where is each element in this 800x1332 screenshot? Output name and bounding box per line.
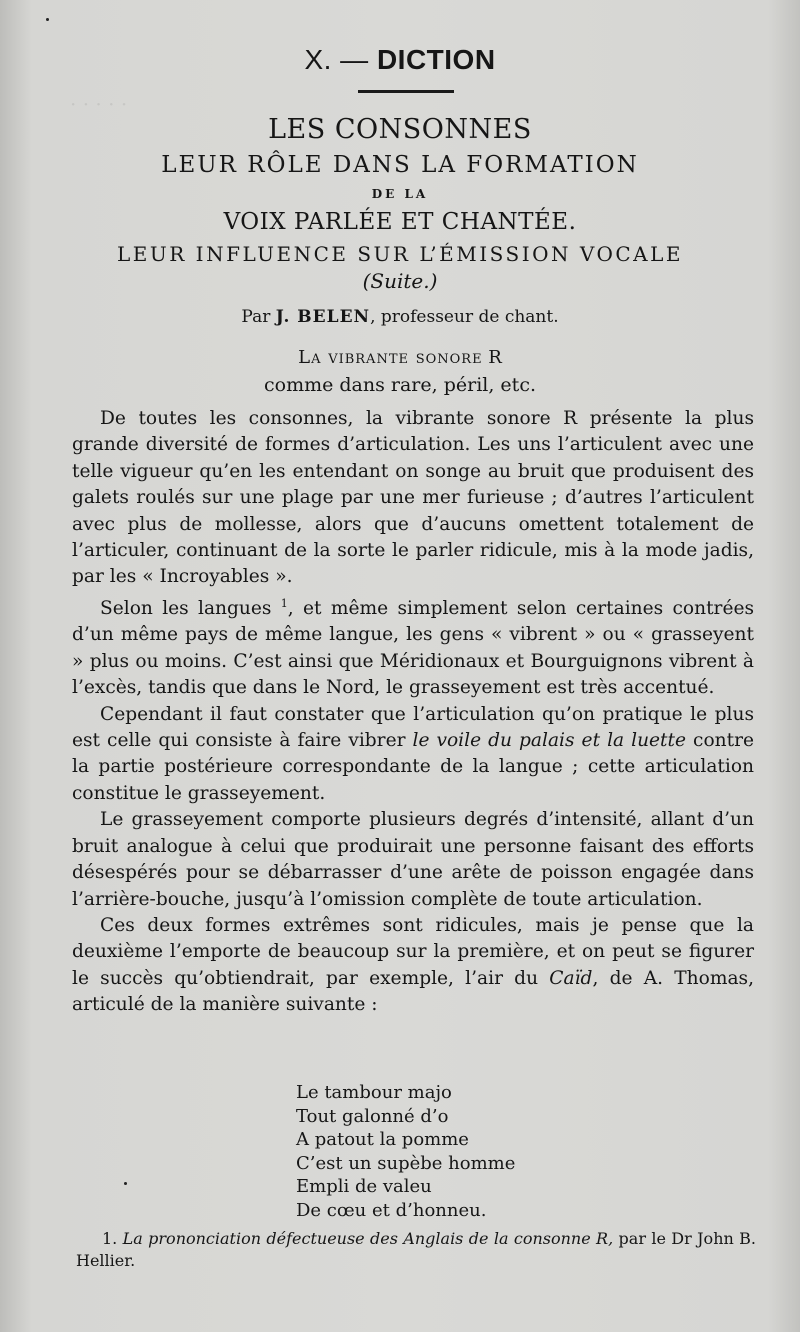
subheading-example: comme dans rare, péril, etc. [263, 374, 536, 396]
speck [124, 1182, 127, 1185]
footnote-number: 1. [102, 1229, 123, 1248]
section-title: DICTION [376, 44, 496, 75]
article-subtitle-4: LEUR INFLUENCE SUR L’ÉMISSION VOCALE [117, 242, 683, 266]
emphasis: le voile du palais et la luette [412, 730, 687, 752]
emphasis: Caïd [549, 967, 593, 989]
paragraph: De toutes les consonnes, la vibrante sonore R présente la plus grande diversité de formes d’articulation. Les uns l’articulent avec une telle vigueur qu’en les entendant on songe au bruit que produisent des galets roulés sur une plage par une mer furieuse ; d’autres l’articulent avec plus de mollesse, alors que d’aucuns omettent totalement de l’articuler, continuant de la sorte le parler ridicule, mis à la mode jadis, par les « Incroyables ». [72, 408, 754, 588]
continuation-note: (Suite.) [362, 269, 438, 293]
verse-line: C’est un supèbe homme [296, 1152, 516, 1174]
author-line [0, 307, 800, 327]
article-subtitle-2: DE LA [371, 187, 429, 201]
verse-line: Tout galonné d’o [296, 1105, 449, 1127]
verse-line: Le tambour majo [296, 1082, 452, 1103]
author-name: J. BELEN [275, 307, 371, 327]
article-subtitle-3: VOIX PARLÉE ET CHANTÉE. [223, 209, 577, 235]
heading-rule [358, 90, 454, 93]
verse-block [296, 1081, 515, 1222]
subheading-label: La vibrante sonore [298, 347, 483, 368]
paragraph: Le grasseyement comporte plusieurs degrés d’intensité, allant d’un bruit analogue à celui que produirait une personne faisant des efforts désespérés pour se débarrasser d’une arête de poisson engagée dans l’arrière-bouche, jusqu’à l’omission complète de toute articulation. [72, 809, 754, 910]
body-text [72, 406, 754, 1019]
speck [46, 18, 49, 21]
footnote-rest: par le Dr John B. Hellier. [76, 1229, 757, 1270]
subheading-letter: R [482, 347, 502, 368]
author-prefix: Par [241, 307, 276, 327]
footnote [76, 1228, 756, 1272]
footnote-title: La prononciation défectueuse des Anglais de la consonne R, [122, 1229, 614, 1248]
paragraph: Cependant il faut constater que l’articulation qu’on pratique le plus est celle qui consiste à faire vibrer le voile du palais et la luette contre la partie postérieure correspondante de la langue ; cette articulation constitue le grasseyement. [72, 703, 754, 804]
footnote-ref: 1 [280, 596, 288, 610]
paragraph: Ces deux formes extrêmes sont ridicules, mais je pense que la deuxième l’emporte de beaucoup sur la première, et on peut se figurer le succès qu’obtiendrait, par exemple, l’air du Caïd, de A. Thomas, articulé de la manière suivante : [72, 914, 754, 1016]
verse-line: A patout la pomme [296, 1129, 469, 1150]
verse-line: Empli de valeu [296, 1176, 432, 1197]
article-subtitle-1: LEUR RÔLE DANS LA FORMATION [161, 152, 639, 178]
article-title: LES CONSONNES [268, 114, 532, 145]
subheading [0, 347, 800, 368]
show-through-text: · · · · · [70, 92, 128, 116]
verse-line: De cœu et d’honneu. [296, 1199, 487, 1221]
section-heading [0, 44, 800, 76]
author-role: , professeur de chant. [370, 307, 559, 327]
paragraph: Selon les langues $^1$, et même simplement selon certaines contrées d’un même pays de même langue, les gens « vibrent » ou « grasseyent » plus ou moins. C’est ainsi que Méridionaux et Bourguignons vibrent à l’excès, tandis que dans le Nord, le grasseyement est très accentué. [72, 596, 754, 699]
section-number: X. — [304, 44, 377, 75]
